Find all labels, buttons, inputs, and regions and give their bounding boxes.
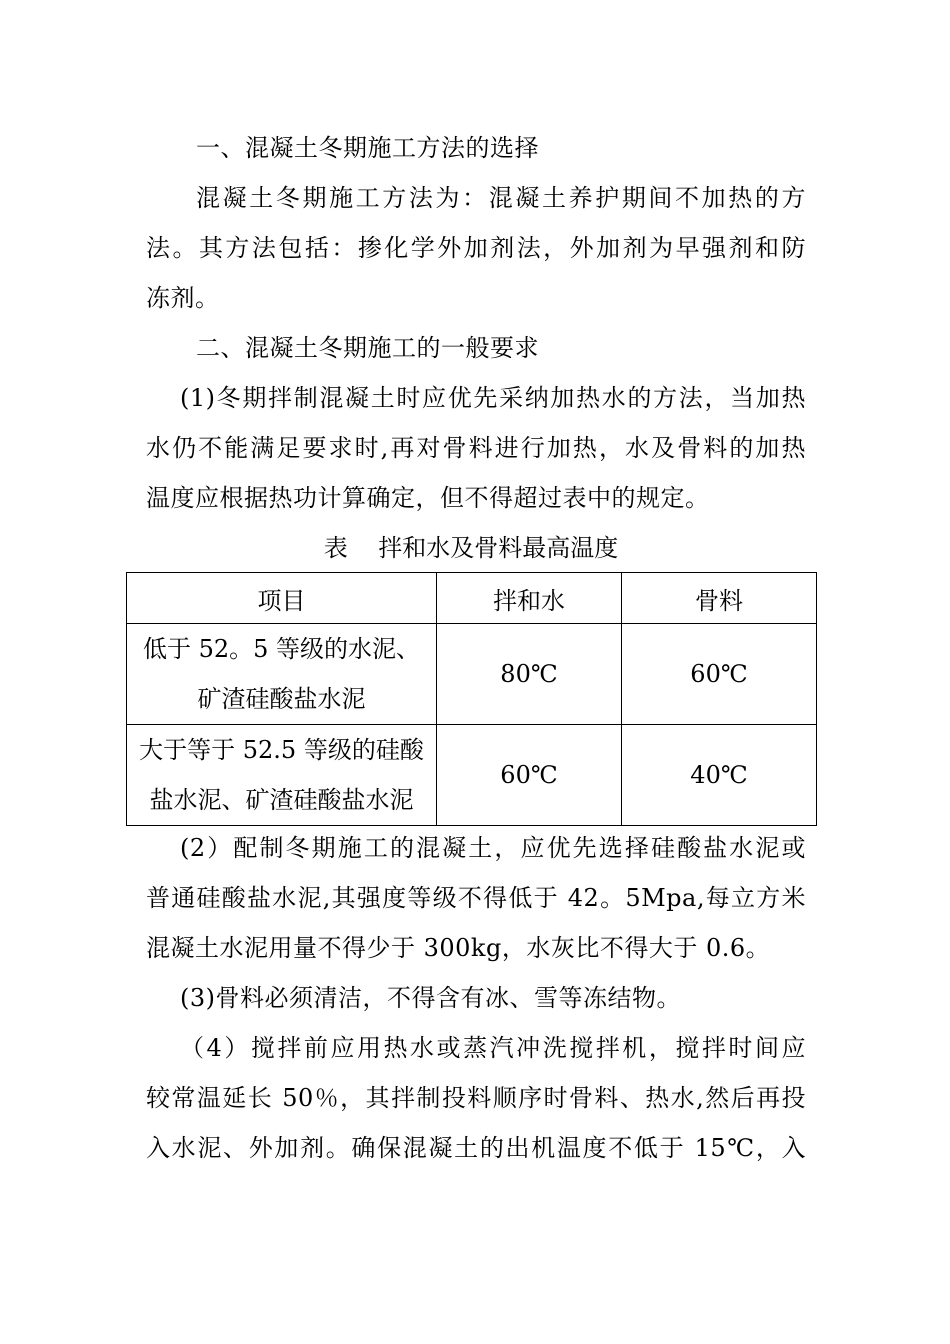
header-item: 项目 — [127, 573, 437, 624]
table-header-row — [127, 573, 817, 624]
paragraph-line: (2）配制冬期施工的混凝土，应优先选择硅酸盐水泥或 — [180, 834, 806, 862]
table-caption: 表 拌和水及骨料最高温度 — [323, 534, 619, 562]
table-row — [127, 624, 817, 725]
paragraph-line: (1)冬期拌制混凝土时应优先采纳加热水的方法，当加热 — [180, 384, 806, 412]
header-water: 拌和水 — [437, 573, 622, 624]
paragraph-line: 入水泥、外加剂。确保混凝土的出机温度不低于 15℃，入 — [146, 1134, 806, 1162]
row-aggregate-cell: 60℃ — [622, 624, 817, 725]
paragraph-line: （4）搅拌前应用热水或蒸汽冲洗搅拌机，搅拌时间应 — [180, 1034, 806, 1062]
header-aggregate: 骨料 — [622, 573, 817, 624]
row-water-cell: 60℃ — [437, 725, 622, 826]
row-item-line: 盐水泥、矿渣硅酸盐水泥 — [149, 786, 414, 814]
row-item-cell — [127, 725, 437, 826]
paragraph-line: 水仍不能满足要求时,再对骨料进行加热，水及骨料的加热 — [146, 434, 806, 462]
paragraph-line: 混凝土冬期施工方法为：混凝土养护期间不加热的方 — [196, 184, 806, 212]
temperature-table — [126, 572, 817, 826]
paragraph-line: 普通硅酸盐水泥,其强度等级不得低于 42。5Mpa,每立方米 — [146, 884, 806, 912]
row-item-line: 低于 52。5 等级的水泥、 — [142, 635, 421, 663]
paragraph-line: 较常温延长 50％，其拌制投料顺序时骨料、热水,然后再投 — [146, 1084, 806, 1112]
table-row — [127, 725, 817, 826]
row-aggregate-cell: 40℃ — [622, 725, 817, 826]
paragraph-line: 温度应根据热功计算确定，但不得超过表中的规定。 — [146, 484, 710, 512]
row-item-line: 矿渣硅酸盐水泥 — [197, 685, 366, 713]
row-item-cell — [127, 624, 437, 725]
paragraph-line: (3)骨料必须清洁，不得含有冰、雪等冻结物。 — [180, 984, 681, 1012]
row-item-line: 大于等于 52.5 等级的硅酸 — [139, 736, 424, 764]
section-heading-2: 二、混凝土冬期施工的一般要求 — [196, 334, 539, 362]
row-water-cell: 80℃ — [437, 624, 622, 725]
paragraph-line: 法。其方法包括：掺化学外加剂法，外加剂为早强剂和防 — [146, 234, 806, 262]
paragraph-line: 混凝土水泥用量不得少于 300kg，水灰比不得大于 0.6。 — [146, 934, 771, 962]
paragraph-line: 冻剂。 — [146, 284, 220, 312]
section-heading-1: 一、混凝土冬期施工方法的选择 — [196, 134, 539, 162]
